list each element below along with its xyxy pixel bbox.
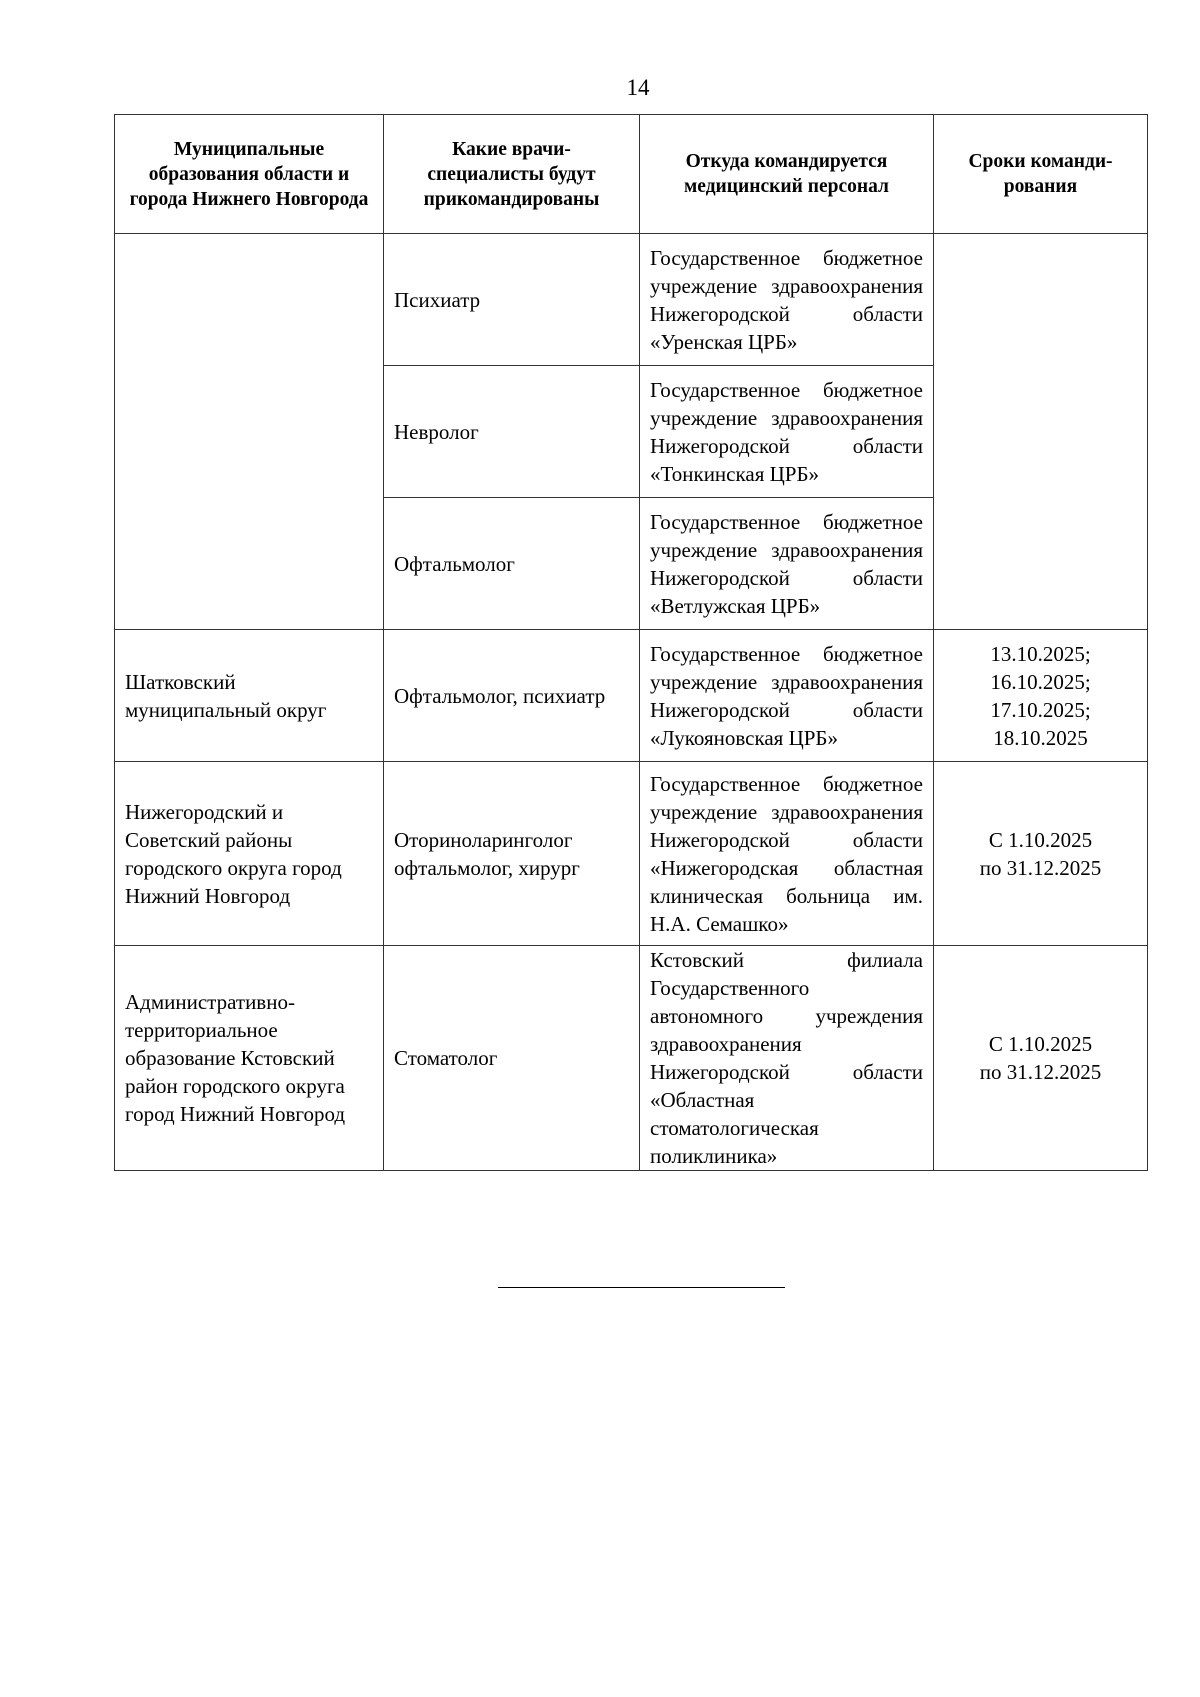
table-row bbox=[115, 946, 1148, 1171]
header-municipality: Муниципальные образования области и города Нижнего Новгорода bbox=[115, 115, 384, 234]
cell-dates bbox=[934, 234, 1148, 630]
table-header-row bbox=[115, 115, 1148, 234]
header-specialists: Какие врачи-специалисты будут прикомандированы bbox=[384, 115, 640, 234]
cell-municipality: Нижегородский и Советский районы городского округа город Нижний Новгород bbox=[115, 762, 384, 946]
cell-source: Государственное бюджетное учреждение здравоохранения Нижегородской области «Лукояновская ЦРБ» bbox=[640, 630, 934, 762]
cell-municipality: Административно-территориальное образование Кстовский район городского округа город Нижний Новгород bbox=[115, 946, 384, 1171]
header-source: Откуда командируется медицинский персонал bbox=[640, 115, 934, 234]
page-number: 14 bbox=[626, 75, 650, 100]
cell-specialists: Невролог bbox=[384, 366, 640, 498]
cell-source: Государственное бюджетное учреждение здравоохранения Нижегородской области «Ветлужская ЦРБ» bbox=[640, 498, 934, 630]
cell-dates: С 1.10.2025 по 31.12.2025 bbox=[934, 946, 1148, 1171]
cell-specialists: Психиатр bbox=[384, 234, 640, 366]
table-row bbox=[115, 762, 1148, 946]
cell-source: Государственное бюджетное учреждение здравоохранения Нижегородской области «Уренская ЦРБ» bbox=[640, 234, 934, 366]
cell-municipality: Шатковский муниципальный округ bbox=[115, 630, 384, 762]
cell-source: Кстовский филиала Государственного автономного учреждения здравоохранения Нижегородской области «Областная стоматологическая поликлиника» bbox=[640, 946, 934, 1171]
header-dates: Сроки команди-рования bbox=[934, 115, 1148, 234]
cell-specialists: Оториноларинголог офтальмолог, хирург bbox=[384, 762, 640, 946]
secondment-table bbox=[114, 114, 1148, 1171]
cell-municipality bbox=[115, 234, 384, 630]
cell-source: Государственное бюджетное учреждение здравоохранения Нижегородской области «Нижегородская областная клиническая больница им. Н.А. Семашко» bbox=[640, 762, 934, 946]
cell-specialists: Офтальмолог, психиатр bbox=[384, 630, 640, 762]
end-divider bbox=[498, 1287, 785, 1288]
table-row bbox=[115, 630, 1148, 762]
cell-source: Государственное бюджетное учреждение здравоохранения Нижегородской области «Тонкинская ЦРБ» bbox=[640, 366, 934, 498]
cell-dates: 13.10.2025; 16.10.2025; 17.10.2025; 18.10.2025 bbox=[934, 630, 1148, 762]
table-row bbox=[115, 234, 1148, 366]
cell-dates: С 1.10.2025 по 31.12.2025 bbox=[934, 762, 1148, 946]
cell-specialists: Офтальмолог bbox=[384, 498, 640, 630]
cell-specialists: Стоматолог bbox=[384, 946, 640, 1171]
